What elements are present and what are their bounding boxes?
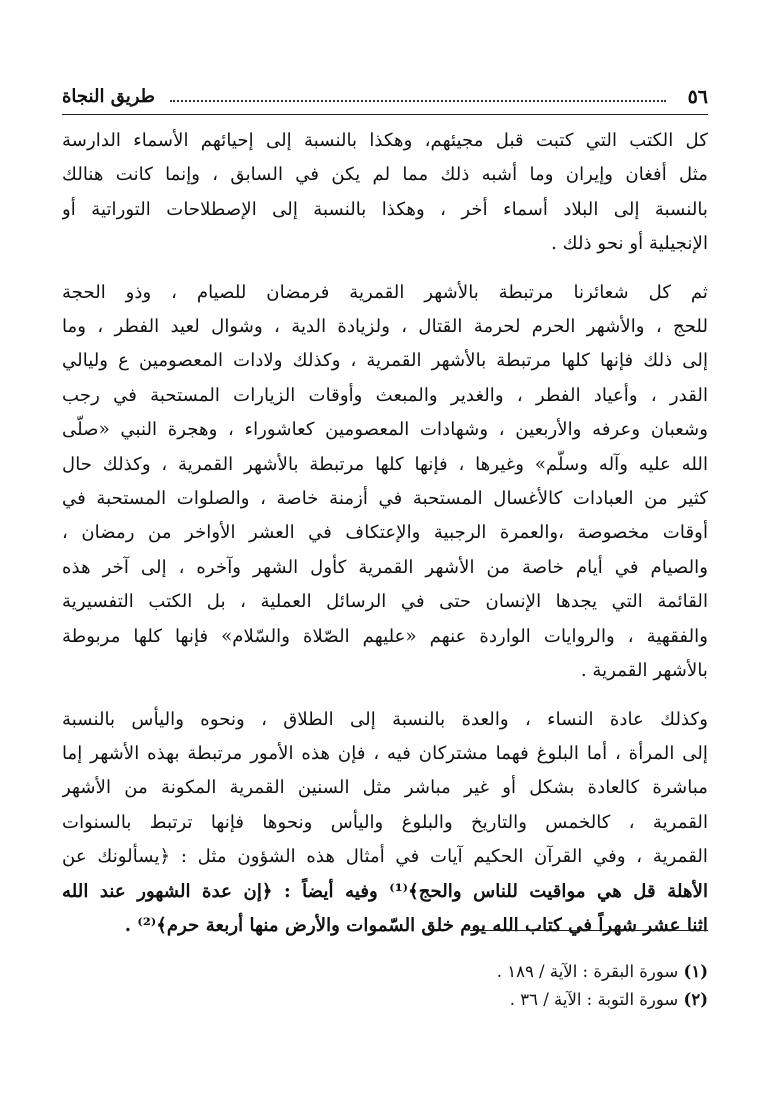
footnote-divider [470, 930, 708, 931]
text-line: القمرية ، وفي القرآن الحكيم آيات في أمثال هذه الشؤون مثل : ﴿يسألونك عن [62, 846, 708, 868]
text-line: كثير من العبادات كالأغسال المستحبة في أزمنة خاصة ، والصلوات المستحبة في [62, 488, 708, 510]
text-line: ثم كل شعائرنا مرتبطة بالأشهر القمرية فرمضان للصيام ، وذو الحجة [62, 281, 708, 303]
text-line: القائمة التي يجدها الإنسان حتى في الرسائل العملية ، بل الكتب التفسيرية [62, 591, 708, 613]
text-line: وكذلك عادة النساء ، والعدة بالنسبة إلى الطلاق ، ونحوه واليأس بالنسبة [62, 708, 708, 730]
text-line: كل الكتب التي كتبت قبل مجيئهم، وهكذا بالنسبة إلى إحيائهم الأسماء الدارسة [62, 130, 708, 151]
footnotes [62, 958, 708, 1014]
footnote-text: سورة البقرة : الآية / ١٨٩ . [496, 962, 679, 981]
running-title: طريق النجاة [62, 86, 155, 107]
text-line: والصيام في أيام خاصة من الأشهر القمرية كأول الشهر وآخره ، إلى آخر هذه [62, 556, 708, 578]
page-header [62, 80, 708, 115]
text-line: إلى المرأة ، أما البلوغ فهما مشتركان فيه ، فإن هذه الأمور مرتبطة بهذه الأشهر إما [62, 742, 708, 764]
page-body [62, 124, 708, 957]
text-line: إلى ذلك فإنها كلها مرتبطة بالأشهر القمرية ، وكذلك ولادات المعصومين ع وليالي [62, 350, 708, 372]
text-line: الإنجيلية أو نحو ذلك . [551, 233, 708, 255]
text-line: للحج ، والأشهر الحرم لحرمة القتال ، ولزيادة الدية ، وشوال لعيد الفطر ، وما [62, 316, 708, 338]
leader-dots [170, 82, 666, 102]
verse-line: اثنا عشر شهراً في كتاب الله يوم خلق السّموات والأرض منها أربعة حرم﴾⁽²⁾ . [124, 914, 708, 936]
page-number: ٥٦ [687, 86, 708, 108]
paragraph-3 [62, 703, 708, 944]
text-line: وشعبان وعرفه والأربعين ، وشهادات المعصومين كعاشوراء ، وهجرة النبي «صلّى [62, 419, 708, 441]
text-line: أوقات مخصوصة ،والعمرة الرجبية والإعتكاف في العشر الأواخر من رمضان ، [62, 522, 708, 544]
footnote-number: (٢) [683, 990, 708, 1009]
footnote-text: سورة التوبة : الآية / ٣٦ . [509, 990, 679, 1009]
footnote-2 [62, 986, 708, 1014]
footnote-number: (١) [683, 962, 708, 981]
paragraph-1 [62, 124, 708, 262]
text-line: مثل أفغان وإيران وما أشبه ذلك مما لم يكن في السابق ، وإنما كانت هنالك [62, 164, 708, 186]
text-line: الله عليه وآله وسلّم» وغيرها ، فإنها كلها مرتبطة بالأشهر القمرية ، وكذلك حال [62, 453, 708, 475]
text-line: بالأشهر القمرية . [580, 660, 708, 682]
text-line: مباشرة كالعادة بشكل أو غير مباشر مثل السنين القمرية المكونة من الأشهر [62, 777, 708, 799]
text-line: بالنسبة إلى البلاد أسماء أخر ، وهكذا بالنسبة إلى الإصطلاحات التوراتية أو [62, 198, 708, 220]
verse-line: الأهلة قل هي مواقيت للناس والحج﴾⁽¹⁾ وفيه أيضاً : ﴿إن عدة الشهور عند الله [62, 880, 708, 902]
text-line: القمرية ، كالخمس والتاريخ والبلوغ واليأس ونحوها فإنها ترتبط بالسنوات [62, 811, 708, 833]
text-line: القدر ، وأعياد الفطر ، والغدير والمبعث وأوقات الزيارات المستحبة في رجب [62, 384, 708, 406]
paragraph-2 [62, 276, 708, 689]
footnote-1 [62, 958, 708, 986]
text-line: والفقهية ، والروايات الواردة عنهم «عليهم الصّلاة والسّلام» فإنها كلها مربوطة [62, 625, 708, 647]
